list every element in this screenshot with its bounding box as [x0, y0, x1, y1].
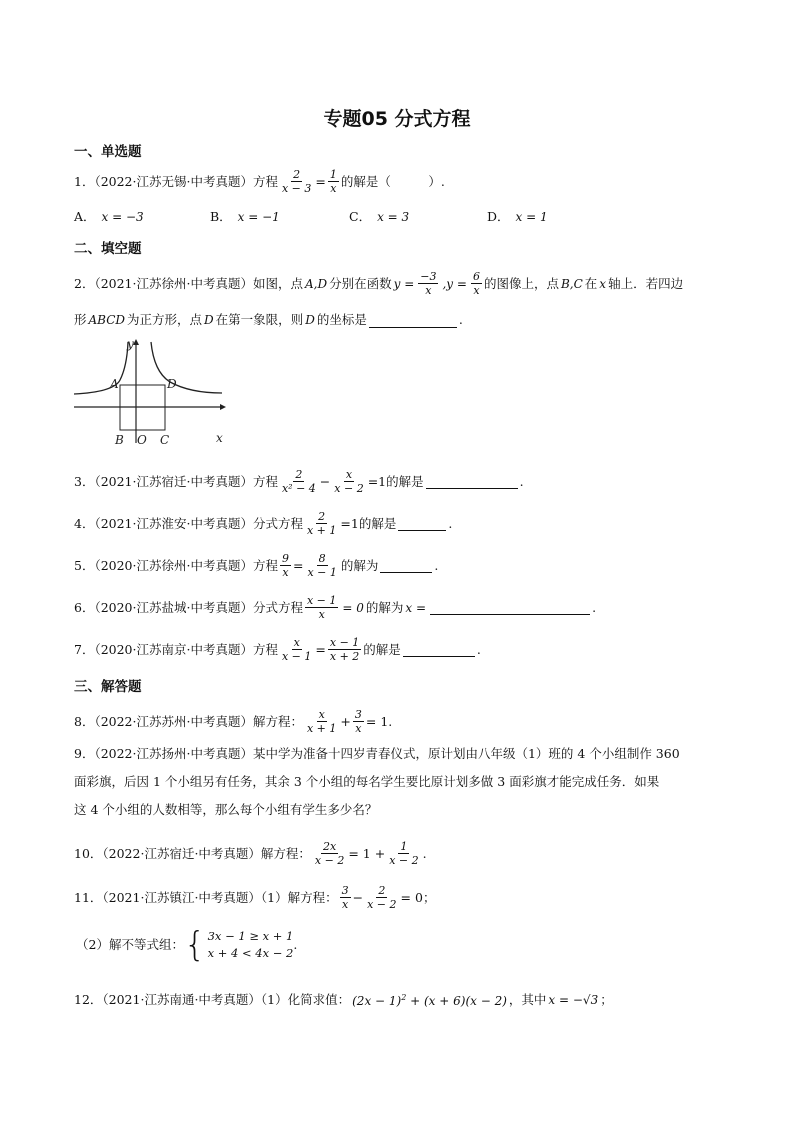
question-11-part-2: （2）解不等式组： { 3x − 1 ≥ x + 1 x + 4 < 4x − 2 .	[76, 925, 298, 965]
question-2-line-2: 形 ABCD 为正方形，点 D 在第一象限，则 D 的坐标是 .	[74, 312, 463, 327]
q2-graph	[70, 338, 230, 448]
question-1: 1．（2022·江苏无锡·中考真题）方程 $\frac{2}{x - 3}$ = $\frac{1}{x}$ 的解是（ ）.	[74, 168, 445, 195]
q8-fraction-1: $\frac{x}{x + 1}$	[306, 708, 337, 735]
question-9-line-3: 这 4 个小组的人数相等，那么每个小组有学生多少名？	[74, 802, 378, 817]
label-c: C	[160, 433, 170, 447]
q11-fraction-1: $\frac{3}{x}$	[341, 884, 349, 911]
system-brace: {	[183, 925, 206, 965]
q1-prefix: 1．（2022·江苏无锡·中考真题）方程	[74, 173, 278, 189]
q12-expression: $(2x - 1)^2 + (x + 6)(x - 2)$	[352, 993, 507, 1008]
q5-fraction-1: $\frac{9}{x}$	[281, 552, 289, 579]
q10-fraction-2: $\frac{1}{x - 2}$	[389, 840, 419, 867]
question-4: 4．（2021·江苏淮安·中考真题）分式方程 $\frac{2}{x + 1}$ =1 的解是 .	[74, 510, 453, 537]
q8-fraction-2: $\frac{3}{x}$	[354, 708, 362, 735]
q7-answer-blank[interactable]	[403, 642, 475, 657]
q2-fraction-1: $\frac{-3}{x}$	[420, 270, 437, 297]
question-12: 12．（2021·江苏南通·中考真题）（1）化简求值： $(2x - 1)^2 + (x + 6)(x - 2)$ ，其中 x = −√3 ；	[74, 988, 613, 1011]
q4-fraction: $\frac{2}{x + 1}$	[306, 510, 337, 537]
question-8: 8．（2022·江苏苏州·中考真题）解方程： $\frac{x}{x + 1}$ + $\frac{3}{x}$ = 1 .	[74, 708, 393, 735]
label-b: B	[115, 433, 124, 447]
q1-option-a[interactable]: A． x = −3	[74, 209, 144, 224]
question-5: 5．（2020·江苏徐州·中考真题）方程 $\frac{9}{x}$ = $\frac{8}{x - 1}$ 的解为 .	[74, 552, 439, 579]
label-a: A	[110, 377, 119, 391]
q1-fraction-2: $\frac{1}{x}$	[329, 168, 337, 195]
q3-fraction-1: $\frac{2}{\text{x² − 4}}$	[281, 468, 316, 495]
q6-answer-blank[interactable]	[430, 600, 590, 615]
q7-fraction-1: $\frac{x}{x - 1}$	[281, 636, 312, 663]
q5-fraction-2: $\frac{8}{x - 1}$	[307, 552, 337, 579]
section-fill-blank: 二、填空题	[74, 241, 142, 257]
q3-answer-blank[interactable]	[426, 474, 518, 489]
q1-option-b[interactable]: B． x = −1	[210, 209, 280, 224]
inequality-system: 3x − 1 ≥ x + 1 x + 4 < 4x − 2	[207, 929, 294, 960]
label-x: x	[216, 431, 223, 445]
q1-fraction-1: $\frac{2}{x - 3}$	[281, 168, 312, 195]
section-solve: 三、解答题	[74, 679, 142, 695]
section-single-choice: 一、单选题	[74, 144, 142, 160]
q1-option-d[interactable]: D． x = 1	[487, 209, 548, 224]
question-11: 11．（2021·江苏镇江·中考真题）（1）解方程： $\frac{3}{x}$ − $\frac{2}{x - 2}$ = 0 ；	[74, 884, 436, 911]
page-title: 专题05 分式方程	[323, 108, 471, 130]
question-3: 3．（2021·江苏宿迁·中考真题）方程 $\frac{2}{\text{x² − 4}}$ − $\frac{x}{x - 2}$ =1 的解是 .	[74, 468, 524, 495]
q2-answer-blank[interactable]	[369, 313, 457, 328]
label-d: D	[167, 377, 177, 391]
question-7: 7．（2020·江苏南京·中考真题）方程 $\frac{x}{x - 1}$ = $\frac{x - 1}{x + 2}$ 的解是 .	[74, 636, 481, 663]
q6-fraction: $\frac{x - 1}{x}$	[306, 594, 337, 621]
x-axis-arrow	[220, 404, 226, 410]
q10-fraction-1: $\frac{2x}{x - 2}$	[314, 840, 345, 867]
q4-answer-blank[interactable]	[398, 516, 446, 531]
question-9-line-1: 9．（2022·江苏扬州·中考真题）某中学为准备十四岁青春仪式，原计划由八年级（1）班的 4 个小组制作 360	[74, 746, 680, 761]
question-9-line-2: 面彩旗，后因 1 个小组另有任务，其余 3 个小组的每名学生要比原计划多做 3 面彩旗才能完成任务．如果	[74, 774, 660, 789]
q5-answer-blank[interactable]	[380, 558, 432, 573]
q1-suffix: 的解是（ ）.	[340, 173, 445, 189]
q2-fraction-2: $\frac{6}{x}$	[472, 270, 480, 297]
q11-fraction-2: $\frac{2}{x - 2}$	[367, 884, 397, 911]
q7-fraction-2: $\frac{x - 1}{x + 2}$	[329, 636, 360, 663]
q3-fraction-2: $\frac{x}{x - 2}$	[334, 468, 364, 495]
question-2: 2．（2021·江苏徐州·中考真题）如图，点 A,D 分别在函数 y = $\frac{-3}{x}$ ,y = $\frac{6}{x}$ 的图像上，点 B,C 在 x 轴上．若四边	[74, 270, 684, 297]
question-10: 10．（2022·江苏宿迁·中考真题）解方程： $\frac{2x}{x - 2}$ = 1 + $\frac{1}{x - 2}$ .	[74, 840, 427, 867]
question-6: 6．（2020·江苏盐城·中考真题）分式方程 $\frac{x - 1}{x}$ = 0 的解为 x = .	[74, 594, 597, 621]
y-axis-arrow	[133, 339, 139, 345]
q1-option-c[interactable]: C． x = 3	[349, 209, 410, 224]
label-o: O	[137, 433, 147, 447]
label-y: y	[127, 338, 134, 351]
